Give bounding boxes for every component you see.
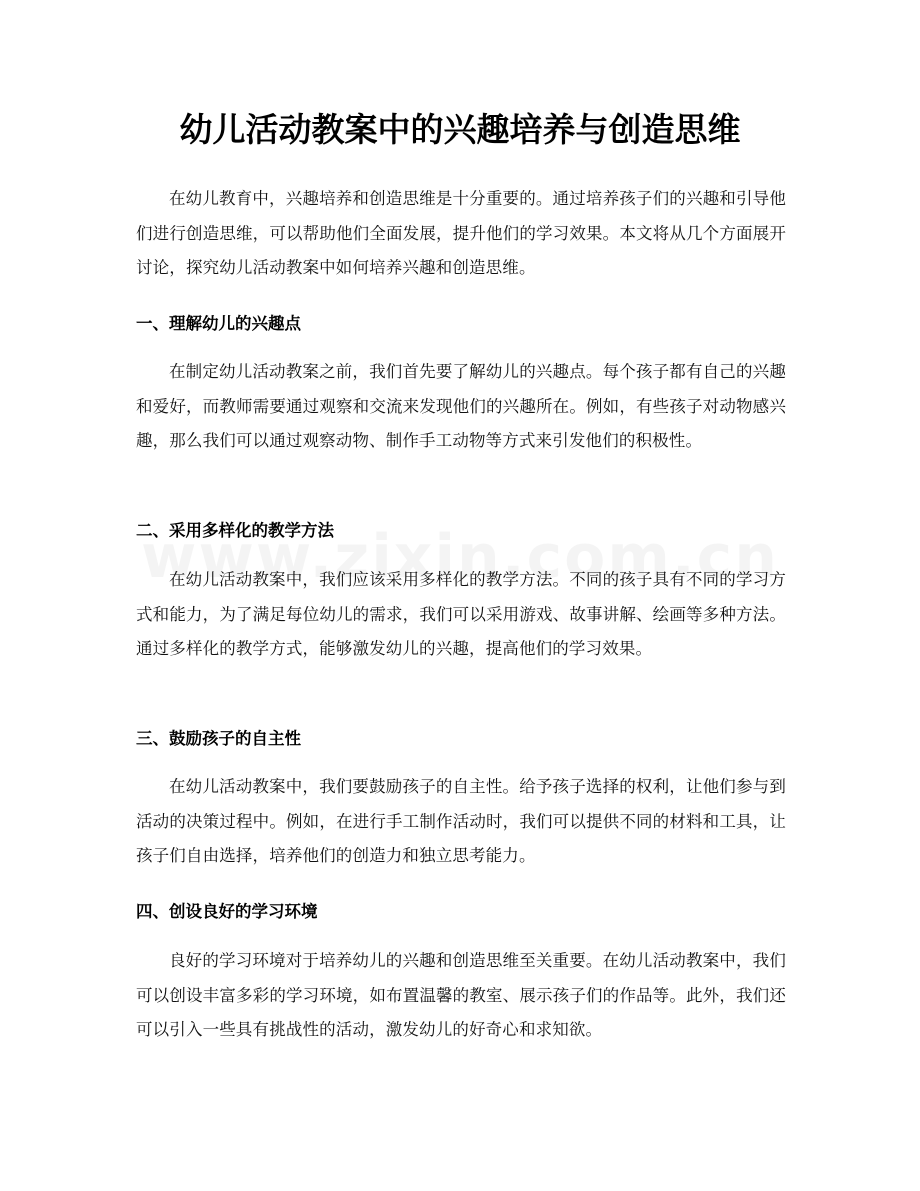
- section-heading-4: 四、创设良好的学习环境: [136, 902, 318, 921]
- section-heading-3: 三、鼓励孩子的自主性: [136, 729, 301, 748]
- section-heading-2: 二、采用多样化的教学方法: [136, 521, 334, 540]
- section-heading-1: 一、理解幼儿的兴趣点: [136, 314, 301, 333]
- document-title: 幼儿活动教案中的兴趣培养与创造思维: [179, 110, 741, 149]
- section-body-1: 在制定幼儿活动教案之前，我们首先要了解幼儿的兴趣点。每个孩子都有自己的兴趣和爱好，而教师需要通过观察和交流来发现他们的兴趣所在。例如，有些孩子对动物感兴趣，那么我们可以通过观察动物、制作手工动物等方式来引发他们的积极性。: [136, 362, 786, 450]
- section-body-4: 良好的学习环境对于培养幼儿的兴趣和创造思维至关重要。在幼儿活动教案中，我们可以创设丰富多彩的学习环境，如布置温馨的教室、展示孩子们的作品等。此外，我们还可以引入一些具有挑战性的活动，激发幼儿的好奇心和求知欲。: [136, 951, 786, 1039]
- section-body-3: 在幼儿活动教案中，我们要鼓励孩子的自主性。给予孩子选择的权利，让他们参与到活动的决策过程中。例如，在进行手工制作活动时，我们可以提供不同的材料和工具，让孩子们自由选择，培养他们的创造力和独立思考能力。: [136, 777, 786, 865]
- intro-paragraph: 在幼儿教育中，兴趣培养和创造思维是十分重要的。通过培养孩子们的兴趣和引导他们进行创造思维，可以帮助他们全面发展，提升他们的学习效果。本文将从几个方面展开讨论，探究幼儿活动教案中如何培养兴趣和创造思维。: [136, 189, 786, 277]
- section-body-2: 在幼儿活动教案中，我们应该采用多样化的教学方法。不同的孩子具有不同的学习方式和能力，为了满足每位幼儿的需求，我们可以采用游戏、故事讲解、绘画等多种方法。通过多样化的教学方式，能够激发幼儿的兴趣，提高他们的学习效果。: [136, 570, 786, 658]
